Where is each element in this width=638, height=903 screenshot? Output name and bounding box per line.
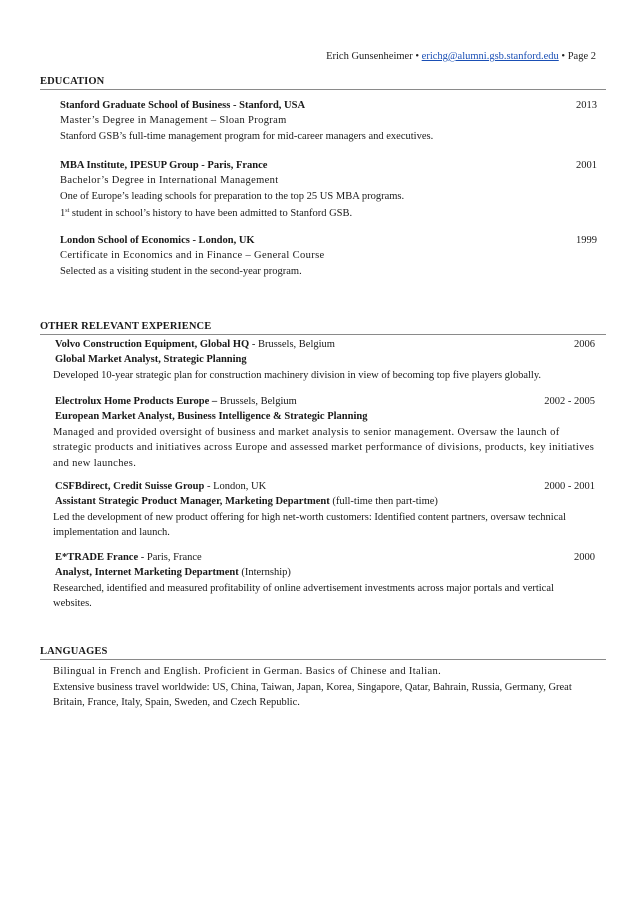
author-name: Erich Gunsenheimer [326,51,413,62]
description [60,204,597,222]
job-description: Researched, identified and measured profitability of online advertisement investments across major portals and vertical websites. [53,582,554,609]
school-name: Stanford Graduate School of Business - Stanford, USA [60,100,306,111]
job-description: Led the development of new product offering for high net-worth customers: Identified content partners, oversaw technical implementation and launch. [53,511,566,538]
company-location: Brussels, Belgium [217,396,297,407]
company-name: Electrolux Home Products Europe – [55,396,218,407]
company [55,337,335,352]
company-name: E*TRADE France [55,552,139,563]
role: Global Market Analyst, Strategic Planning [55,354,247,365]
year: 2006 [574,339,595,350]
company-location: - Brussels, Belgium [249,339,335,350]
description: Selected as a visiting student in the second-year program. [60,265,302,277]
school-name: MBA Institute, IPESUP Group - Paris, France [60,160,268,171]
email-link[interactable]: erichg@alumni.gsb.stanford.edu [421,51,559,62]
entry-header [60,233,597,248]
education-heading: EDUCATION [40,76,606,90]
travel-summary: Extensive business travel worldwide: US, China, Taiwan, Japan, Korea, Singapore, Qatar, Bahrain, Russia, Germany, Great Britain, France, Italy, Spain, Sweden, and Czech Republic. [53,681,572,708]
degree: Certificate in Economics and in Finance – General Course [60,250,325,261]
year: 1999 [576,235,597,246]
role: Analyst, Internet Marketing Department [55,567,239,578]
company-name: CSFBdirect, Credit Suisse Group [55,481,205,492]
year: 2000 - 2001 [544,481,595,492]
ordinal-number: 1 [60,208,66,219]
year: 2001 [576,160,597,171]
job-title [55,494,595,510]
languages-summary: Bilingual in French and English. Proficient in German. Basics of Chinese and Italian. [53,666,442,677]
entry-header [55,337,595,352]
company-location: - Paris, France [138,552,202,563]
degree: Master’s Degree in Management – Sloan Program [60,115,287,126]
education-entry [60,233,597,279]
job-description: Developed 10-year strategic plan for construction machinery division in view of becoming top five players globally. [53,369,542,381]
role: European Market Analyst, Business Intelligence & Strategic Planning [55,411,368,422]
year: 2000 [574,552,595,563]
page-header [326,51,596,62]
job-title [55,565,595,581]
role-note: (Internship) [238,567,291,578]
description: One of Europe’s leading schools for preparation to the top 25 US MBA programs. [60,190,405,202]
role: Assistant Strategic Product Manager, Marketing Department [55,496,330,507]
company-location: - London, UK [204,481,267,492]
education-entry [60,158,597,222]
company-name: Volvo Construction Equipment, Global HQ [55,339,250,350]
experience-entry [55,550,595,612]
job-title [55,352,595,368]
role-note: (full-time then part-time) [329,496,438,507]
experience-entry [55,479,595,541]
job-description: Managed and provided oversight of business and market analysis to senior management. Oversaw the launch of strategic products and initiatives across Europe and assessed market performance of divisions, products, key initiatives and new launches. [53,426,595,469]
company [55,550,202,565]
ordinal-suffix: st [65,208,70,214]
page-number: Page 2 [567,51,596,62]
entry-header [55,394,595,409]
description-text: student in school’s history to have been admitted to Stanford GSB. [69,208,353,219]
year: 2002 - 2005 [544,396,595,407]
languages-section [55,664,595,711]
experience-heading: OTHER RELEVANT EXPERIENCE [40,321,606,335]
separator: • [561,51,566,62]
languages-heading: LANGUAGES [40,646,606,660]
entry-header [55,550,595,565]
experience-entry [55,394,595,471]
school-name: London School of Economics - London, UK [60,235,255,246]
company [55,394,297,409]
job-title [55,409,595,425]
experience-entry [55,337,595,383]
year: 2013 [576,100,597,111]
separator: • [415,51,420,62]
entry-header [60,98,597,113]
description: Stanford GSB’s full-time management program for mid-career managers and executives. [60,130,434,142]
entry-header [60,158,597,173]
education-entry [60,98,597,144]
company [55,479,266,494]
entry-header [55,479,595,494]
degree: Bachelor’s Degree in International Management [60,175,279,186]
